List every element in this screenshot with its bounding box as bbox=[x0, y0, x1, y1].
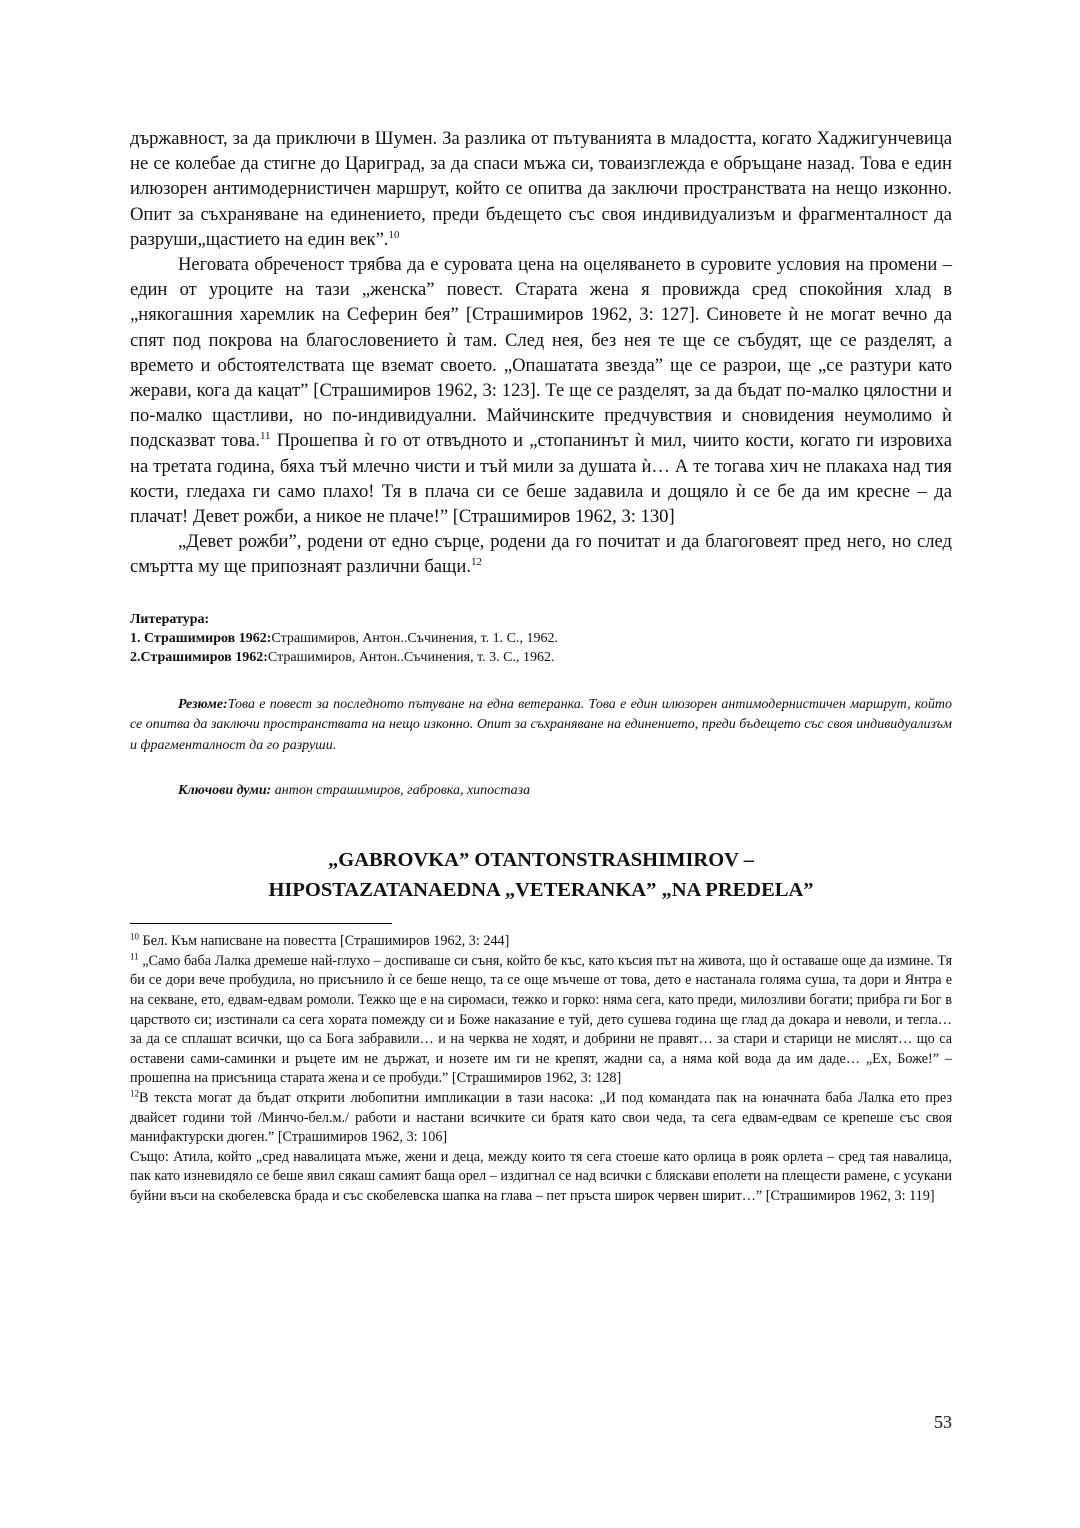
footnotes bbox=[130, 932, 952, 1206]
resume-section bbox=[130, 695, 952, 757]
footnote-ref-11[interactable]: 11 bbox=[259, 430, 271, 443]
footnote-12: $^{12}$В текста могат да бъдат открити любопитни импликации в тази насока: „И под командата пак на юначната баба Лалка ето през двайсет години той /Минчо-бел.м./ работи и настани всичките си братя като свои чеда, та сега едвам-едвам се крепеше със своя манифактурски дюген.” [Страшимиров 1962, 3: 106] bbox=[130, 1088, 952, 1146]
page-content bbox=[130, 126, 952, 1206]
page-number: 53 bbox=[934, 1412, 952, 1432]
resume-label: Резюме: bbox=[178, 696, 228, 712]
paragraph-3: „Девет рожби”, родени от едно сърце, родени да го почитат и да благоговеят пред него, но след смъртта му ще припознаят различни бащи.$^{12}$ bbox=[130, 531, 952, 578]
paragraph-2: Неговата обреченост трябва да е суровата цена на оцеляването в суровите условия на промени – един от уроците на тази „женска” повест. Старата жена я провижда сред спокойния хлад в „някогашния харемлик на Сеферин бея” [Страшимиров 1962, 3: 127]. Синовете ѝ не могат вечно да спят под покрова на благословението ѝ там. След нея, без нея те ще се събудят, ще се разделят, а времето и обстоятелствата ще вземат своето. „Опашатата звезда” ще се разрои, ще „се разтури като жерави, кога да кацат” [Страшимиров 1962, 3: 123]. Те ще се разделят, за да бъдат по-малко цялостни и по-малко щастливи, но по-индивидуални. Майчинските предчувствия и сновидения неумолимо ѝ подсказват това.$^{11}$ Прошепва ѝ го от отвъдното и „стопанинът ѝ мил, чиито кости, когато ги изровиха на третата година, бяха тъй млечно чисти и тъй мили за душата ѝ… А те тогава хич не плакаха над тия кости, гледаха ги само плахо! Тя в плача си се беше задавила и дощяло ѝ се бе да им кресне – да плачат! Девет рожби, а никое не плаче!” [Страшимиров 1962, 3: 130] bbox=[130, 254, 952, 528]
keywords-text: антон страшимиров, габровка, хипостаза bbox=[271, 783, 531, 799]
literature-item: 1. Страшимиров 1962:Страшимиров, Антон..Съчинения, т. 1. С., 1962. bbox=[130, 630, 558, 646]
keywords-section bbox=[130, 781, 952, 801]
footnote-10: $^{10}$ Бел. Към написване на повестта [Страшимиров 1962, 3: 244] bbox=[130, 931, 510, 950]
english-title: „GABROVKA” OTANTONSTRASHIMIROV – HIPOSTAZATANAEDNA „VETERANKA” „NA PREDELA” bbox=[268, 849, 814, 902]
footnote-continuation: Също: Атила, който „сред навалицата мъже, жени и деца, между които тя сега стоеше като орлица в рояк орлета – сред тая навалица, пак като изневидяло се беше явил сякаш самият баща орел – издигнал се над всички с бляскави еполети на плещести рамене, с усукани буйни въси на скобелевска брада и със скобелевска шапка на глава – пет пръста широк червен ширит…” [Страшимиров 1962, 3: 119] bbox=[130, 1148, 952, 1204]
resume-text: Това е повест за последното пътуване на една ветеранка. Това е един илюзорен антимодернистичен маршрут, който се опитва да заключи пространствата на нещо изконно. Опит за съхраняване на единението, преди бъдещето със своя индивидуализъм и фрагменталност да го разруши. bbox=[130, 696, 952, 753]
keywords-label: Ключови думи: bbox=[178, 783, 272, 799]
paragraph-1: държавност, за да приключи в Шумен. За разлика от пътуванията в младостта, когато Хаджигунчевица не се колебае да стигне до Цариград, за да спаси мъжа си, товаизглежда е обръщане назад. Това е един илюзорен антимодернистичен маршрут, който се опитва да заключи пространствата на нещо изконно. Опит за съхраняване на единението, преди бъдещето със своя индивидуализъм и фрагменталност да разруши„щастието на един век”.$^{10}$ bbox=[130, 128, 952, 250]
footnote-ref-10[interactable]: 10 bbox=[388, 228, 400, 241]
literature-section bbox=[130, 610, 952, 667]
footnote-divider bbox=[130, 923, 392, 924]
literature-item: 2.Страшимиров 1962:Страшимиров, Антон..Съчинения, т. 3. С., 1962. bbox=[130, 649, 555, 665]
literature-heading: Литература: bbox=[130, 611, 210, 627]
footnote-ref-12[interactable]: 12 bbox=[470, 556, 482, 569]
main-text bbox=[130, 126, 952, 580]
footnote-11: $^{11}$ „Само баба Лалка дремеше най-глухо – доспиваше си съня, който бе къс, като късия път на живота, що ѝ оставаше още да измине. Тя би се дори вече пробудила, но присънило ѝ се беше нещо, та се още мъчеше от това, дето е настанала голяма суша, та дори и Янтра е на секване, ето, едвам-едвам ромоли. Тежко ще е на сиромаси, тежко и горко: няма сега, като преди, милозливи богати; прибра ги Бог в царството си; изстинали са сега хората помежду си и Боже наказание е туй, дето сушева година ще глад да докара и неволи, и тегла… за да се сплашат всички, що са Бога забравили… и на черква не ходят, и добрини не правят… за стари и старици не мислят… що са оставени сами-саминки и ръцете им не държат, и нозете им ги не крепят, жадни са, а няма кой вода да им даде… „Ех, Боже!” – прошепна на присъница старата жена и се пробуди.” [Страшимиров 1962, 3: 128] bbox=[130, 951, 952, 1087]
